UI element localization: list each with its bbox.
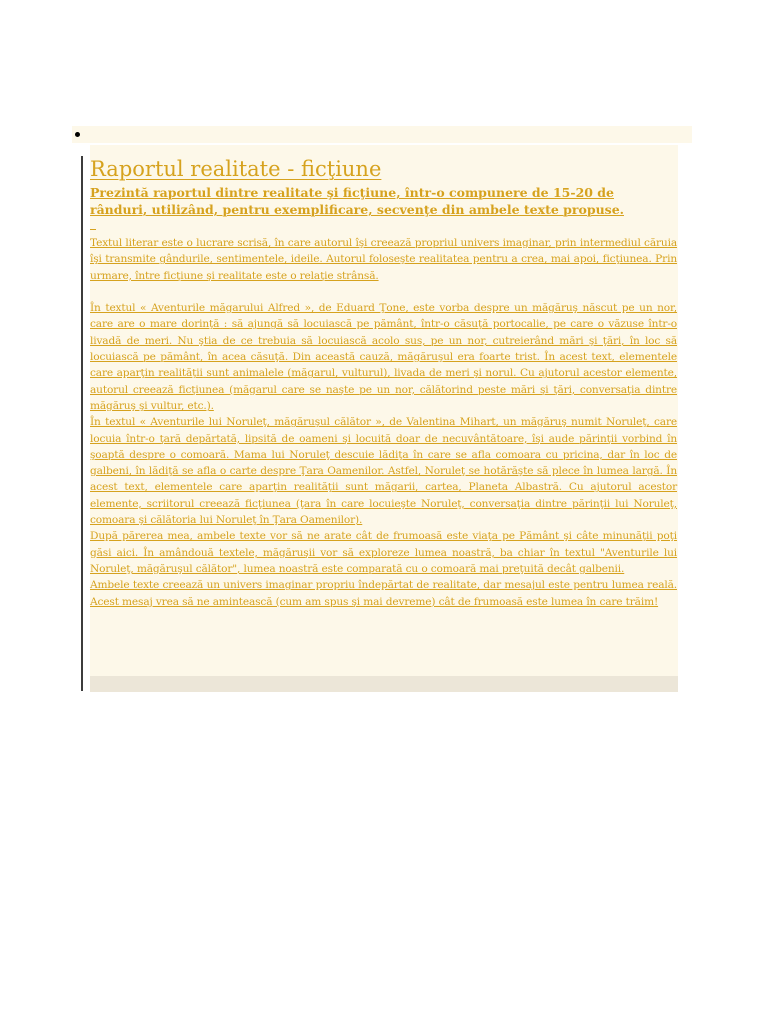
paragraph-norulet[interactable]: În textul « Aventurile lui Noruleţ, măgăruşul călător », de Valentina Mihart, un măgăruş numit Noruleţ, care locuia într-o ţară depărtată, lipsită de oameni şi locuită doar de necuvântătoare, îşi aude părinţii vorbind în şoaptă despre o comoară. Mama lui Noruleţ descuie lădiţa în care se afla comoara cu pricina, dar în loc de galbeni, în lădiţă se afla o carte despre Ţara Oamenilor. Astfel, Noruleţ se hotărăşte să plece în lumea largă. În acest text, elementele care aparţin realităţii sunt măgarii, cartea, Planeta Albastră. Cu ajutorul acestor elemente, scriitorul creează ficţiunea (ţara în care locuieşte Noruleţ, conversaţia dintre părinţii lui Noruleţ, comoara şi călătoria lui Noruleţ în Ţara Oamenilor).: [90, 416, 677, 527]
document-panel-footer: [90, 676, 678, 692]
bullet-marker: [75, 132, 80, 137]
document-panel: [90, 145, 678, 676]
paragraph-opinion[interactable]: După părerea mea, ambele texte vor să ne arate cât de frumoasă este viaţa pe Pământ şi câte minunăţii poţi găsi aici. În amândouă textele, măgăruşii vor să exploreze lumea noastră, ba chiar în textul "Aventurile lui Noruleţ, măgăruşul călător", lumea noastră este comparată cu o comoară mai preţuită decât galbenii.: [90, 530, 677, 575]
empty-underlined-line: [90, 220, 96, 230]
document-body: [90, 235, 677, 610]
paragraph-intro[interactable]: Textul literar este o lucrare scrisă, în care autorul îşi creează propriul univers imaginar, prin intermediul căruia îşi transmite gândurile, sentimentele, ideile. Autorul foloseşte realitatea pentru a crea, mai apoi, ficţiunea. Prin urmare, între ficţiune şi realitate este o relaţie strânsă.: [90, 237, 677, 282]
list-item-row: [72, 126, 692, 143]
paragraph-conclusion[interactable]: Ambele texte creează un univers imaginar propriu îndepărtat de realitate, dar mesajul este pentru lumea reală. Acest mesaj vrea să ne amintească (cum am spus şi mai devreme) cât de frumoasă este lumea în care trăim!: [90, 579, 677, 608]
paragraph-alfred[interactable]: În textul « Aventurile măgarului Alfred », de Eduard Ţone, este vorba despre un măgăruş născut pe un nor, care are o mare dorinţă : să ajungă să locuiască pe pământ, într-o căsuţă portocalie, pe care o văzuse într-o livadă de meri. Nu ştia de ce trebuia să locuiască acolo sus, pe un nor, cutreierând mări şi ţări, în loc să locuiască pe pământ, în acea căsuţă. Din această cauză, măgăruşul era foarte trist. În acest text, elementele care aparţin realităţii sunt animalele (măgarul, vulturul), livada de meri şi norul. Cu ajutorul acestor elemente, autorul creează ficţiunea (măgarul care se naşte pe un nor, călătorind peste mări şi ţări, conversaţia dintre măgăruş şi vultur, etc.).: [90, 302, 677, 412]
quote-side-rule: [81, 156, 83, 691]
document-subtitle[interactable]: Prezintă raportul dintre realitate şi ficţiune, într-o compunere de 15-20 de rânduri, utilizând, pentru exemplificare, secvenţe din ambele texte propuse.: [90, 185, 624, 217]
document-title[interactable]: Raportul realitate - ficţiune: [90, 157, 382, 181]
